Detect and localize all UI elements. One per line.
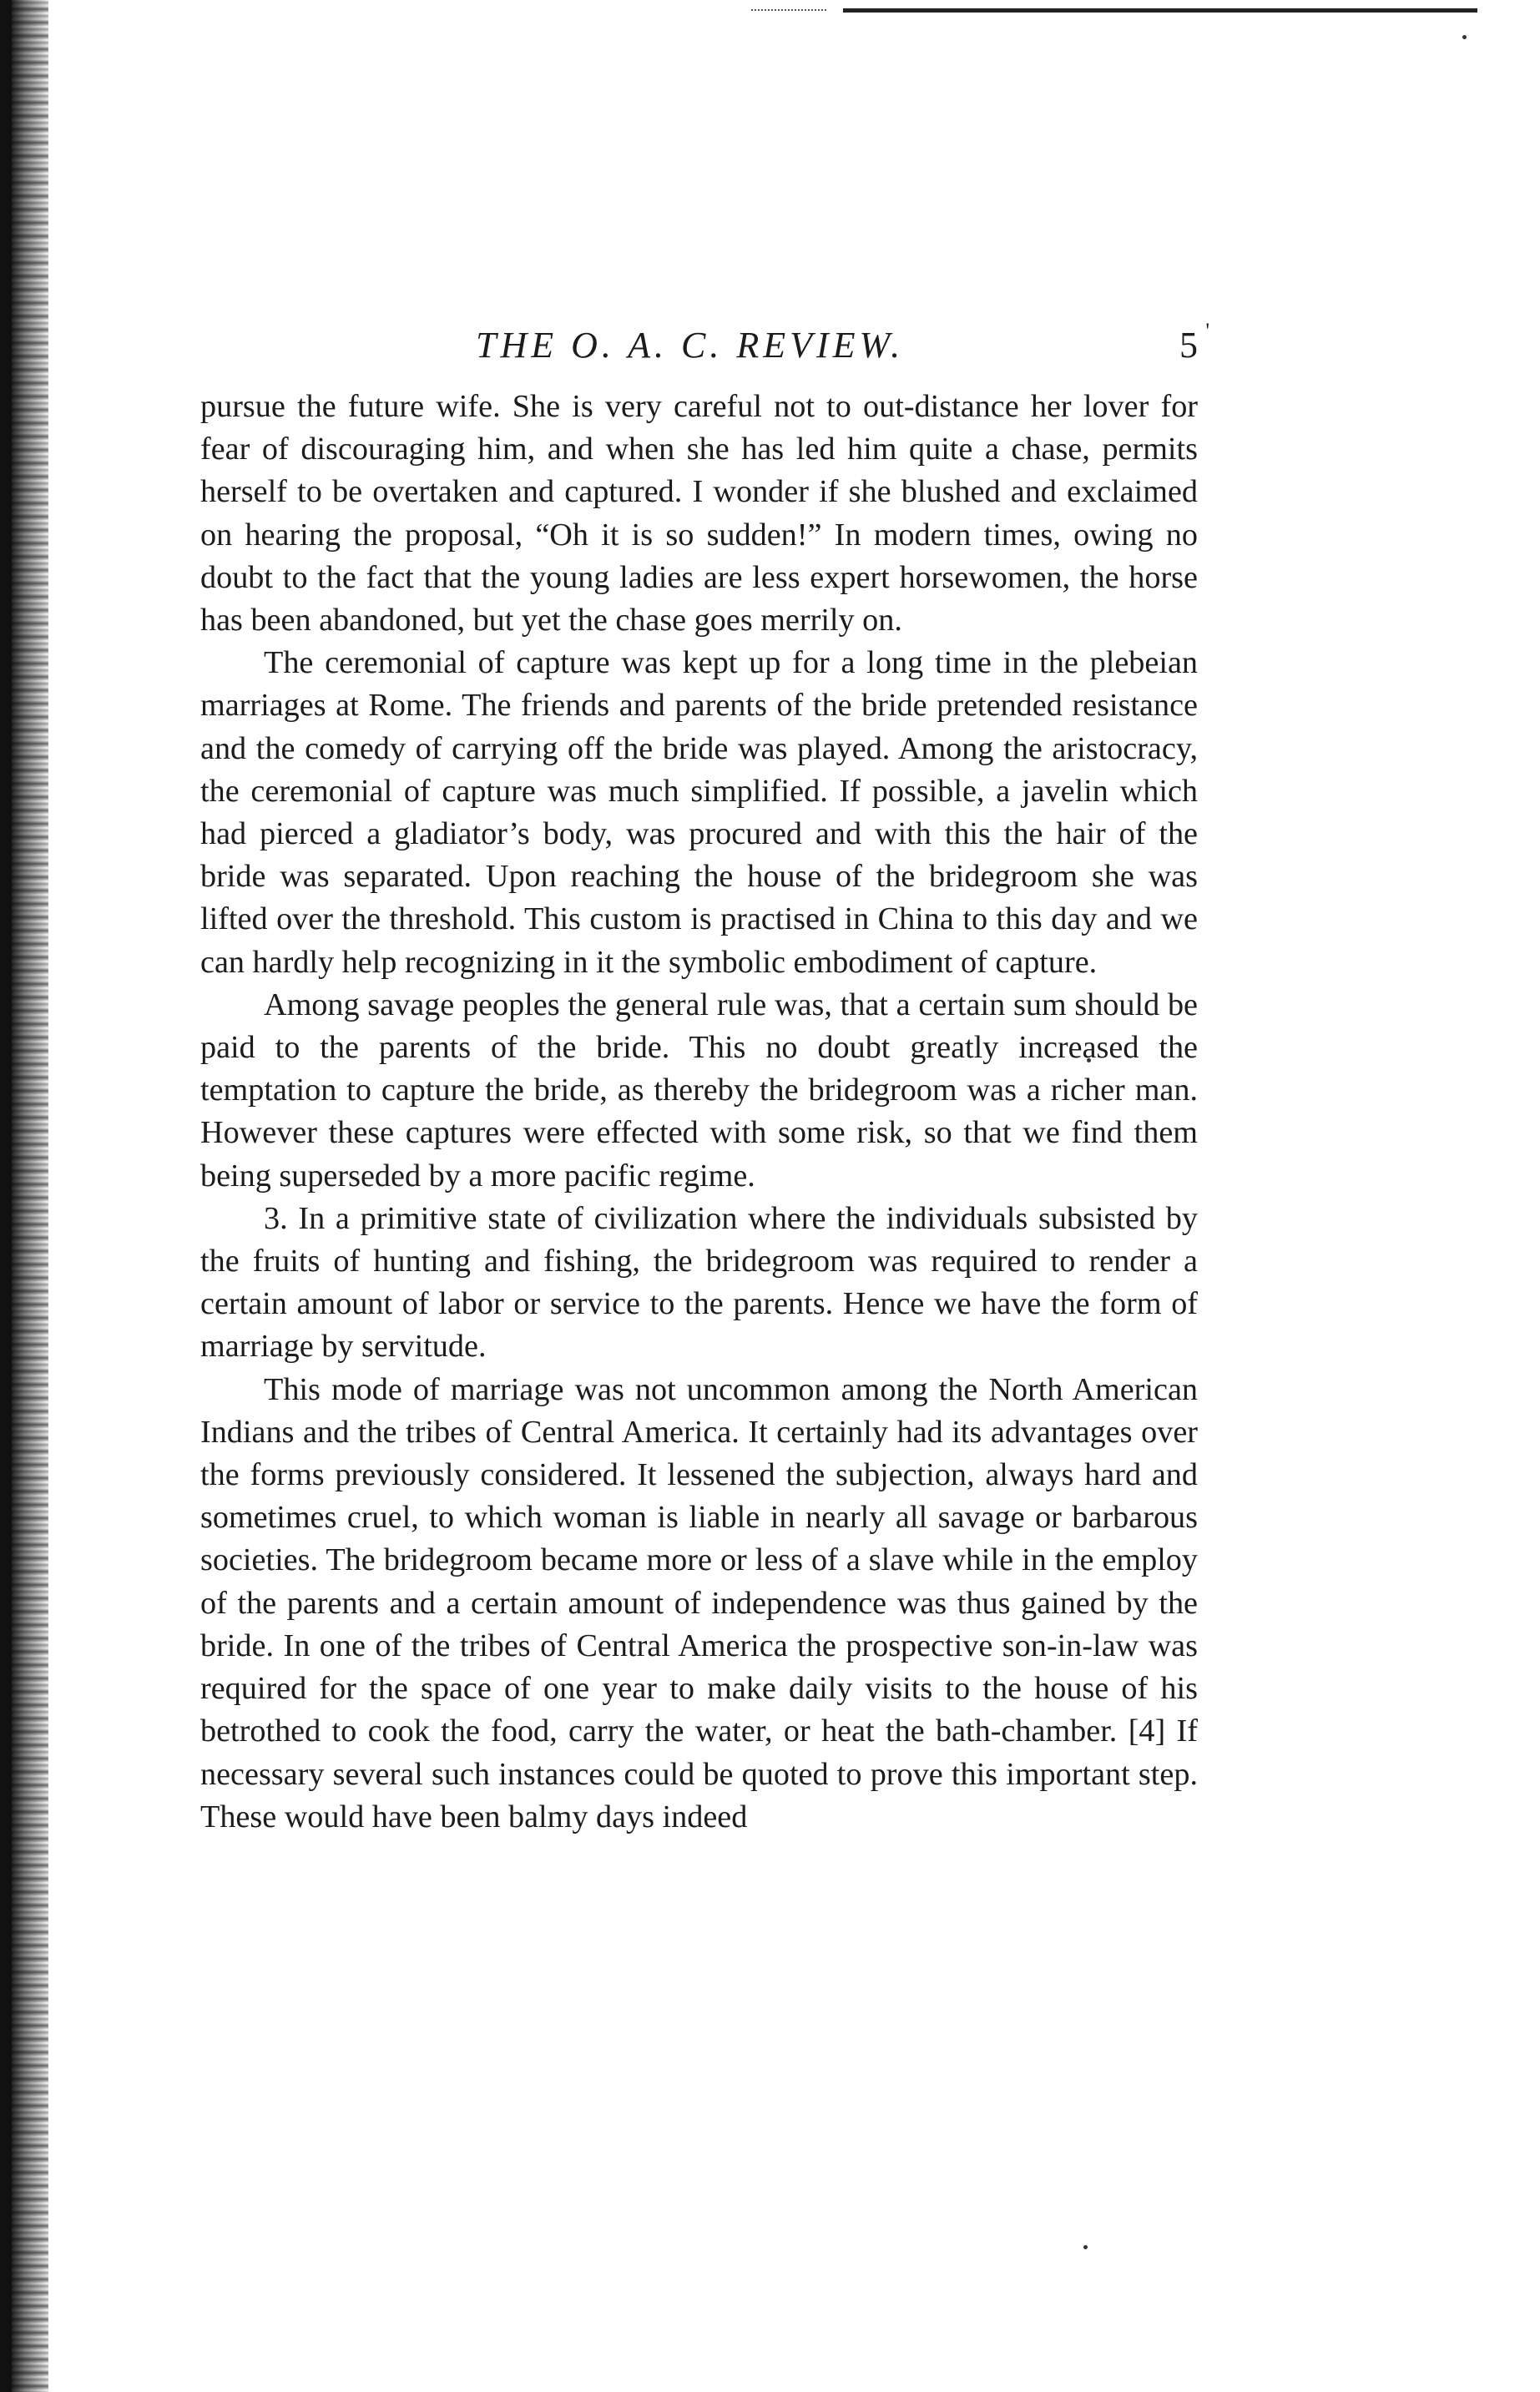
page-number-mark: ' [1205,319,1209,343]
scan-top-rule [843,8,1477,13]
scan-speck [1462,35,1467,39]
page-header [200,319,1209,374]
paragraph-continuation: pursue the future wife. She is very careful not to out-distance her lover for fear of discouraging him, and when she has led him quite a chase, permits herself to be overtaken and captured. I wonder if she blushed and exclaimed on hearing the proposal, “Oh it is so sudden!” In modern times, owing no doubt to the fact that the young ladies are less expert horsewomen, the horse has been abandoned, but yet the chase goes merrily on. [200,389,1198,638]
paragraph-north-american: This mode of marriage was not uncommon among the North American Indians and the tribes of Central America. It certainly had its advantages over the forms previously considered. It lessened the subjection, always hard and sometimes cruel, to which woman is liable in nearly all savage or barbarous societies. The bridegroom became more or less of a slave while in the employ of the parents and a certain amount of independence was thus gained by the bride. In one of the tribes of Central America the prospective son-in-law was required for the space of one year to make daily visits to the house of his betrothed to cook the food, carry the water, or heat the bath-chamber. [4] If necessary several such instances could be quoted to prove this important step. These would have been balmy days indeed [200,1371,1198,1834]
running-title: THE O. A. C. REVIEW. [476,325,905,366]
paragraph-savage-peoples: Among savage peoples the general rule was, that a certain sum should be paid to the parents of the bride. This no doubt greatly increased the temptation to capture the bride, as thereby the bridegroom was a richer man. However these captures were effected with some risk, so that we find them being superseded by a more pacific regime. [200,987,1198,1193]
page-number: 5 [1179,325,1198,366]
scan-binding-edge [0,0,12,2392]
paragraph-rome-ceremonial: The ceremonial of capture was kept up for a long time in the plebeian marriages at Rome. The friends and parents of the bride pretended resistance and the comedy of carrying off the bride was played. Among the aristocracy, the ceremonial of capture was much simplified. If possible, a javelin which had pierced a gladiator’s body, was procured and with this the hair of the bride was separated. Upon reaching the house of the bridegroom she was lifted over the threshold. This custom is practised in China to this day and we can hardly help recognizing in it the symbolic embodiment of capture. [200,645,1198,980]
paragraph-servitude: 3. In a primitive state of civilization where the individuals subsisted by the fruits of hunting and fishing, the bridegroom was required to render a certain amount of labor or service to the parents. Hence we have the form of marriage by servitude. [200,1200,1198,1365]
article-body [200,386,1198,1839]
scan-speck [1083,2245,1088,2249]
scan-top-dots [751,9,826,13]
